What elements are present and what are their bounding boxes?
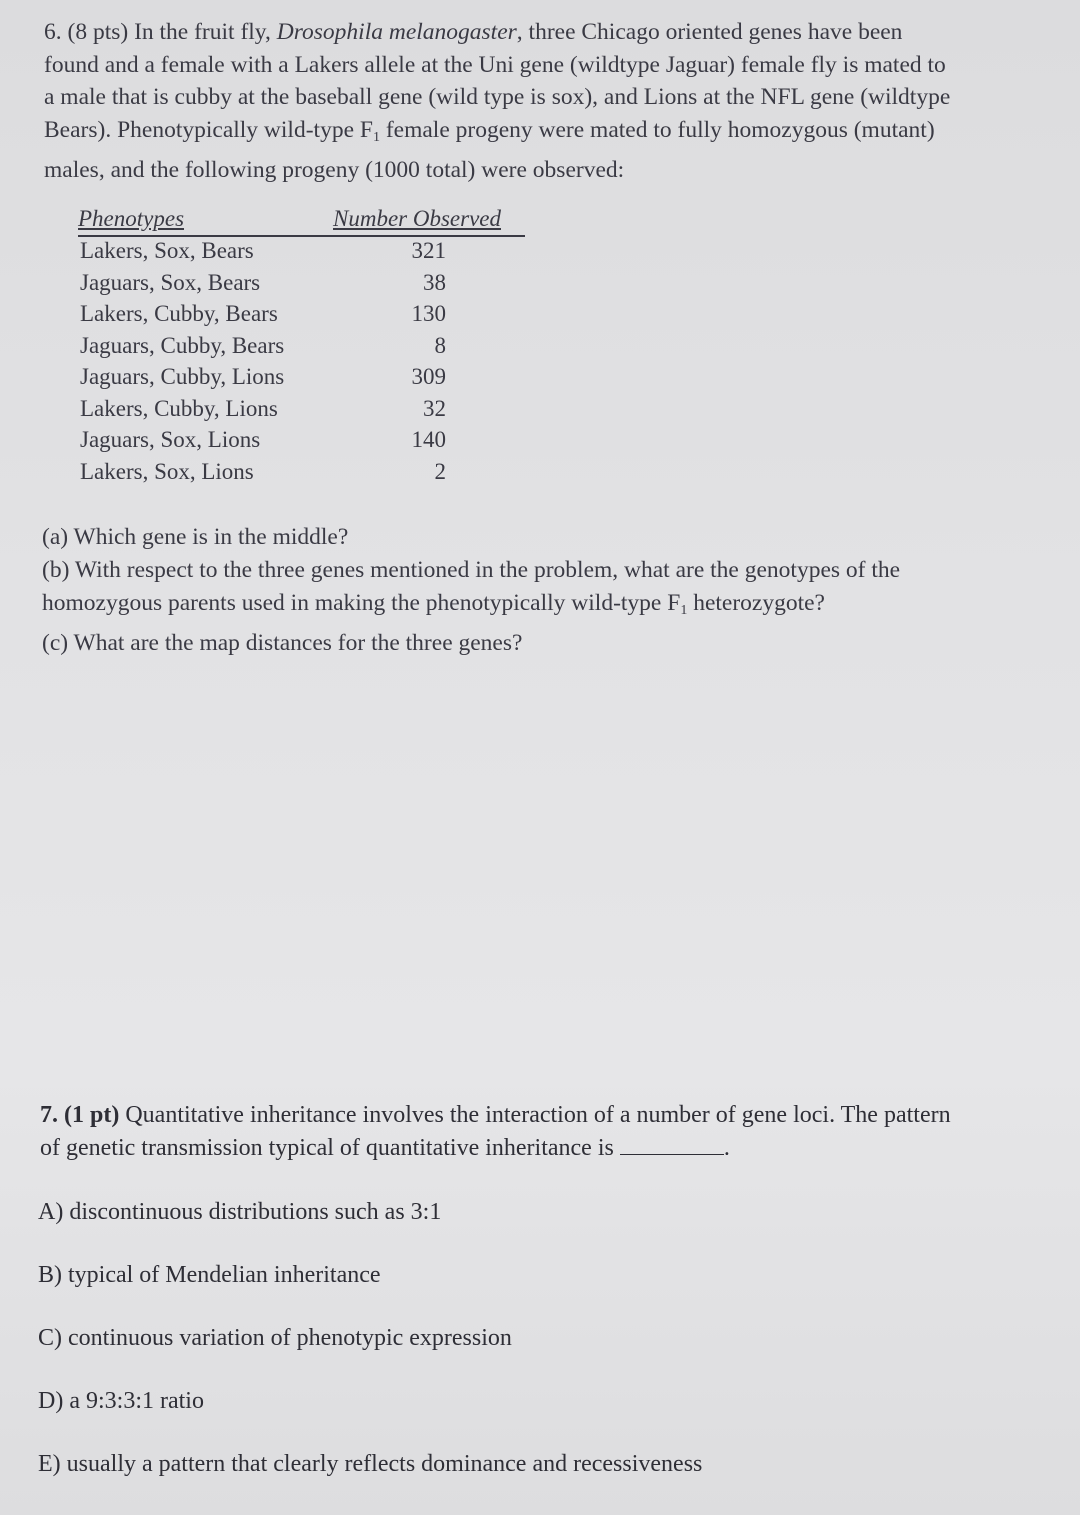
phenotype-cell: Lakers, Cubby, Bears	[80, 301, 278, 326]
phenotype-cell: Jaguars, Sox, Lions	[80, 427, 261, 452]
question-6-parts	[42, 521, 1052, 660]
q6-line-1-c: , three Chicago oriented genes have been	[516, 19, 903, 45]
table-row	[78, 301, 538, 333]
choice-b: B) typical of Mendelian inheritance	[38, 1262, 381, 1288]
number-cell: 38	[423, 269, 446, 295]
number-cell: 32	[423, 395, 446, 421]
q6-line-4	[44, 114, 1054, 155]
q7-line-1	[40, 1099, 1050, 1132]
table-row	[78, 333, 538, 365]
part-b-line-2-a: homozygous parents used in making the phenotypically wild-type F	[42, 590, 681, 616]
phenotype-cell: Jaguars, Cubby, Lions	[80, 364, 285, 389]
answer-blank	[620, 1132, 724, 1155]
choice-d: D) a 9:3:3:1 ratio	[38, 1388, 204, 1414]
choice-a: A) discontinuous distributions such as 3:1	[38, 1199, 442, 1225]
question-7-stem	[40, 1099, 1050, 1165]
question-6-stem	[44, 16, 1054, 187]
number-cell: 130	[411, 301, 446, 326]
choice-c: C) continuous variation of phenotypic expression	[38, 1325, 512, 1351]
q6-line-4-c: female progeny were mated to fully homozygous (mutant)	[379, 116, 935, 143]
table-row	[78, 270, 538, 302]
part-a: (a) Which gene is in the middle?	[42, 524, 349, 550]
part-b-sub: 1	[680, 603, 688, 618]
choice-e: E) usually a pattern that clearly reflects dominance and recessiveness	[38, 1451, 703, 1477]
phenotype-cell: Jaguars, Sox, Bears	[80, 269, 261, 295]
q6-line-3: a male that is cubby at the baseball gene (wild type is sox), and Lions at the NFL gene (wildtype	[44, 84, 951, 110]
number-cell: 8	[434, 332, 446, 358]
table-row	[78, 364, 538, 396]
q6-line-5: males, and the following progeny (1000 total) were observed:	[44, 157, 625, 183]
phenotype-cell: Lakers, Sox, Lions	[80, 458, 254, 484]
q6-line-4-a: Bears). Phenotypically wild-type F	[44, 116, 373, 143]
q7-line-1-text: Quantitative inheritance involves the interaction of a number of gene loci. The pattern	[119, 1102, 951, 1128]
q6-line-4-sub: 1	[372, 129, 380, 145]
header-number-observed: Number Observed	[333, 206, 501, 231]
q7-label: 7. (1 pt)	[40, 1102, 120, 1128]
question-7-choices	[38, 1196, 702, 1511]
species-name: Drosophila melanogaster	[276, 19, 517, 45]
number-cell: 140	[411, 427, 446, 452]
table-row	[78, 427, 538, 459]
part-b-line-2	[42, 587, 1052, 627]
number-cell: 2	[434, 458, 446, 484]
number-cell: 309	[411, 364, 446, 389]
phenotype-cell: Lakers, Sox, Bears	[80, 238, 254, 263]
number-cell: 321	[411, 238, 446, 263]
table-row	[78, 238, 538, 270]
q7-line-2-text: of genetic transmission typical of quantitative inheritance is	[40, 1135, 620, 1161]
q6-line-1-a: 6. (8 pts) In the fruit fly,	[44, 19, 277, 45]
phenotype-cell: Jaguars, Cubby, Bears	[80, 332, 285, 358]
q6-line-1	[44, 16, 1054, 49]
table-row	[78, 459, 538, 491]
table-header	[78, 206, 538, 238]
header-rule	[78, 235, 525, 237]
header-phenotypes: Phenotypes	[78, 206, 185, 231]
table-row	[78, 396, 538, 428]
part-b-line-1: (b) With respect to the three genes mentioned in the problem, what are the genotypes of the	[42, 557, 901, 583]
q7-line-2	[40, 1132, 1050, 1165]
phenotype-cell: Lakers, Cubby, Lions	[80, 395, 278, 421]
part-b-line-2-c: heterozygote?	[687, 590, 825, 616]
part-c: (c) What are the map distances for the three genes?	[42, 630, 523, 656]
q6-line-2: found and a female with a Lakers allele at the Uni gene (wildtype Jaguar) female fly is mated to	[44, 51, 946, 78]
q7-line-2-end: .	[723, 1135, 730, 1161]
progeny-table	[78, 206, 538, 490]
